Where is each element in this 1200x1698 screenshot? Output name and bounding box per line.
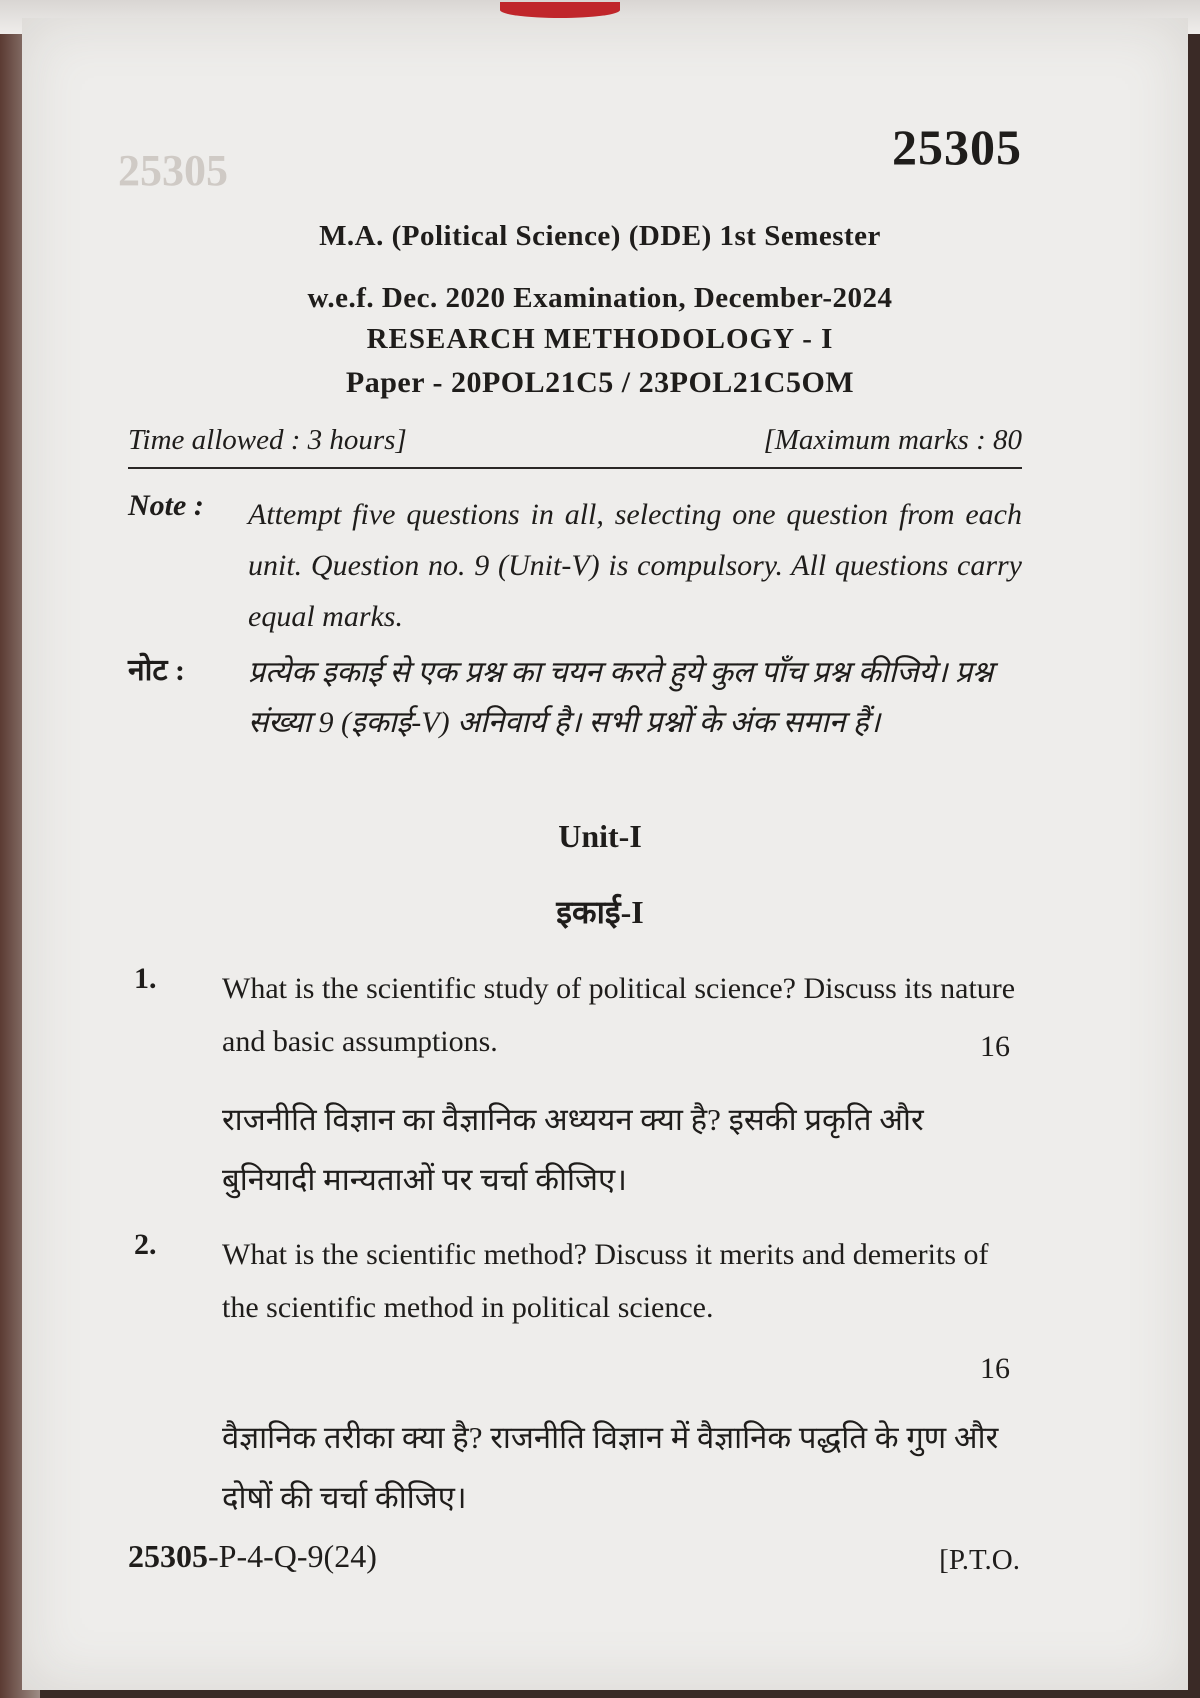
exam-session: w.e.f. Dec. 2020 Examination, December-2024: [307, 282, 893, 314]
question-marks: 16: [980, 1030, 1010, 1063]
subject-title: RESEARCH METHODOLOGY - I: [366, 323, 834, 355]
unit-heading: Unit-I: [558, 818, 642, 854]
footer-paper-code: [128, 1538, 377, 1575]
time-allowed: Time allowed : 3 hours]: [128, 424, 407, 456]
background-red-object: [500, 2, 620, 18]
note-label: Note :: [128, 489, 204, 522]
question-text: What is the scientific method? Discuss it merits and demerits of the scientific method in political science.: [222, 1238, 989, 1324]
question-text: What is the scientific study of political science? Discuss its nature and basic assumptions.: [222, 972, 1016, 1058]
question-number: 2.: [134, 1228, 157, 1261]
bleed-through-code: 25305: [118, 146, 228, 195]
question-text-hindi: राजनीति विज्ञान का वैज्ञानिक अध्ययन क्या है? इसकी प्रकृति और बुनियादी मान्यताओं पर चर्चा कीजिए।: [222, 1102, 924, 1197]
question-number: 1.: [134, 962, 157, 995]
please-turn-over: [P.T.O.: [939, 1544, 1020, 1576]
note-hindi-label: नोट :: [128, 654, 186, 687]
paper-code: 25305: [892, 119, 1022, 175]
unit-heading-hindi: इकाई-I: [556, 894, 644, 930]
question-text-hindi: वैज्ञानिक तरीका क्या है? राजनीति विज्ञान में वैज्ञानिक पद्धति के गुण और दोषों की चर्चा कीजिए।: [222, 1420, 999, 1515]
note-text: Attempt five questions in all, selecting one question from each unit. Question no. 9 (Unit-V) is compulsory. All questions carry equal marks.: [248, 498, 1022, 633]
paper-number: Paper - 20POL21C5 / 23POL21C5OM: [345, 366, 855, 399]
footer-code-suffix: -P-4-Q-9(24): [208, 1538, 377, 1574]
question-marks: 16: [980, 1352, 1010, 1385]
note-hindi-text: प्रत्येक इकाई से एक प्रश्न का चयन करते हुये कुल पाँच प्रश्न कीजिये। प्रश्न संख्या 9 (इकाई-V) अनिवार्य है। सभी प्रश्नों के अंक समान हैं।: [248, 656, 994, 739]
maximum-marks: [Maximum marks : 80: [763, 424, 1022, 456]
course-title: M.A. (Political Science) (DDE) 1st Semester: [319, 220, 881, 252]
footer-code-number: 25305: [128, 1538, 208, 1574]
header-divider: [128, 467, 1022, 469]
